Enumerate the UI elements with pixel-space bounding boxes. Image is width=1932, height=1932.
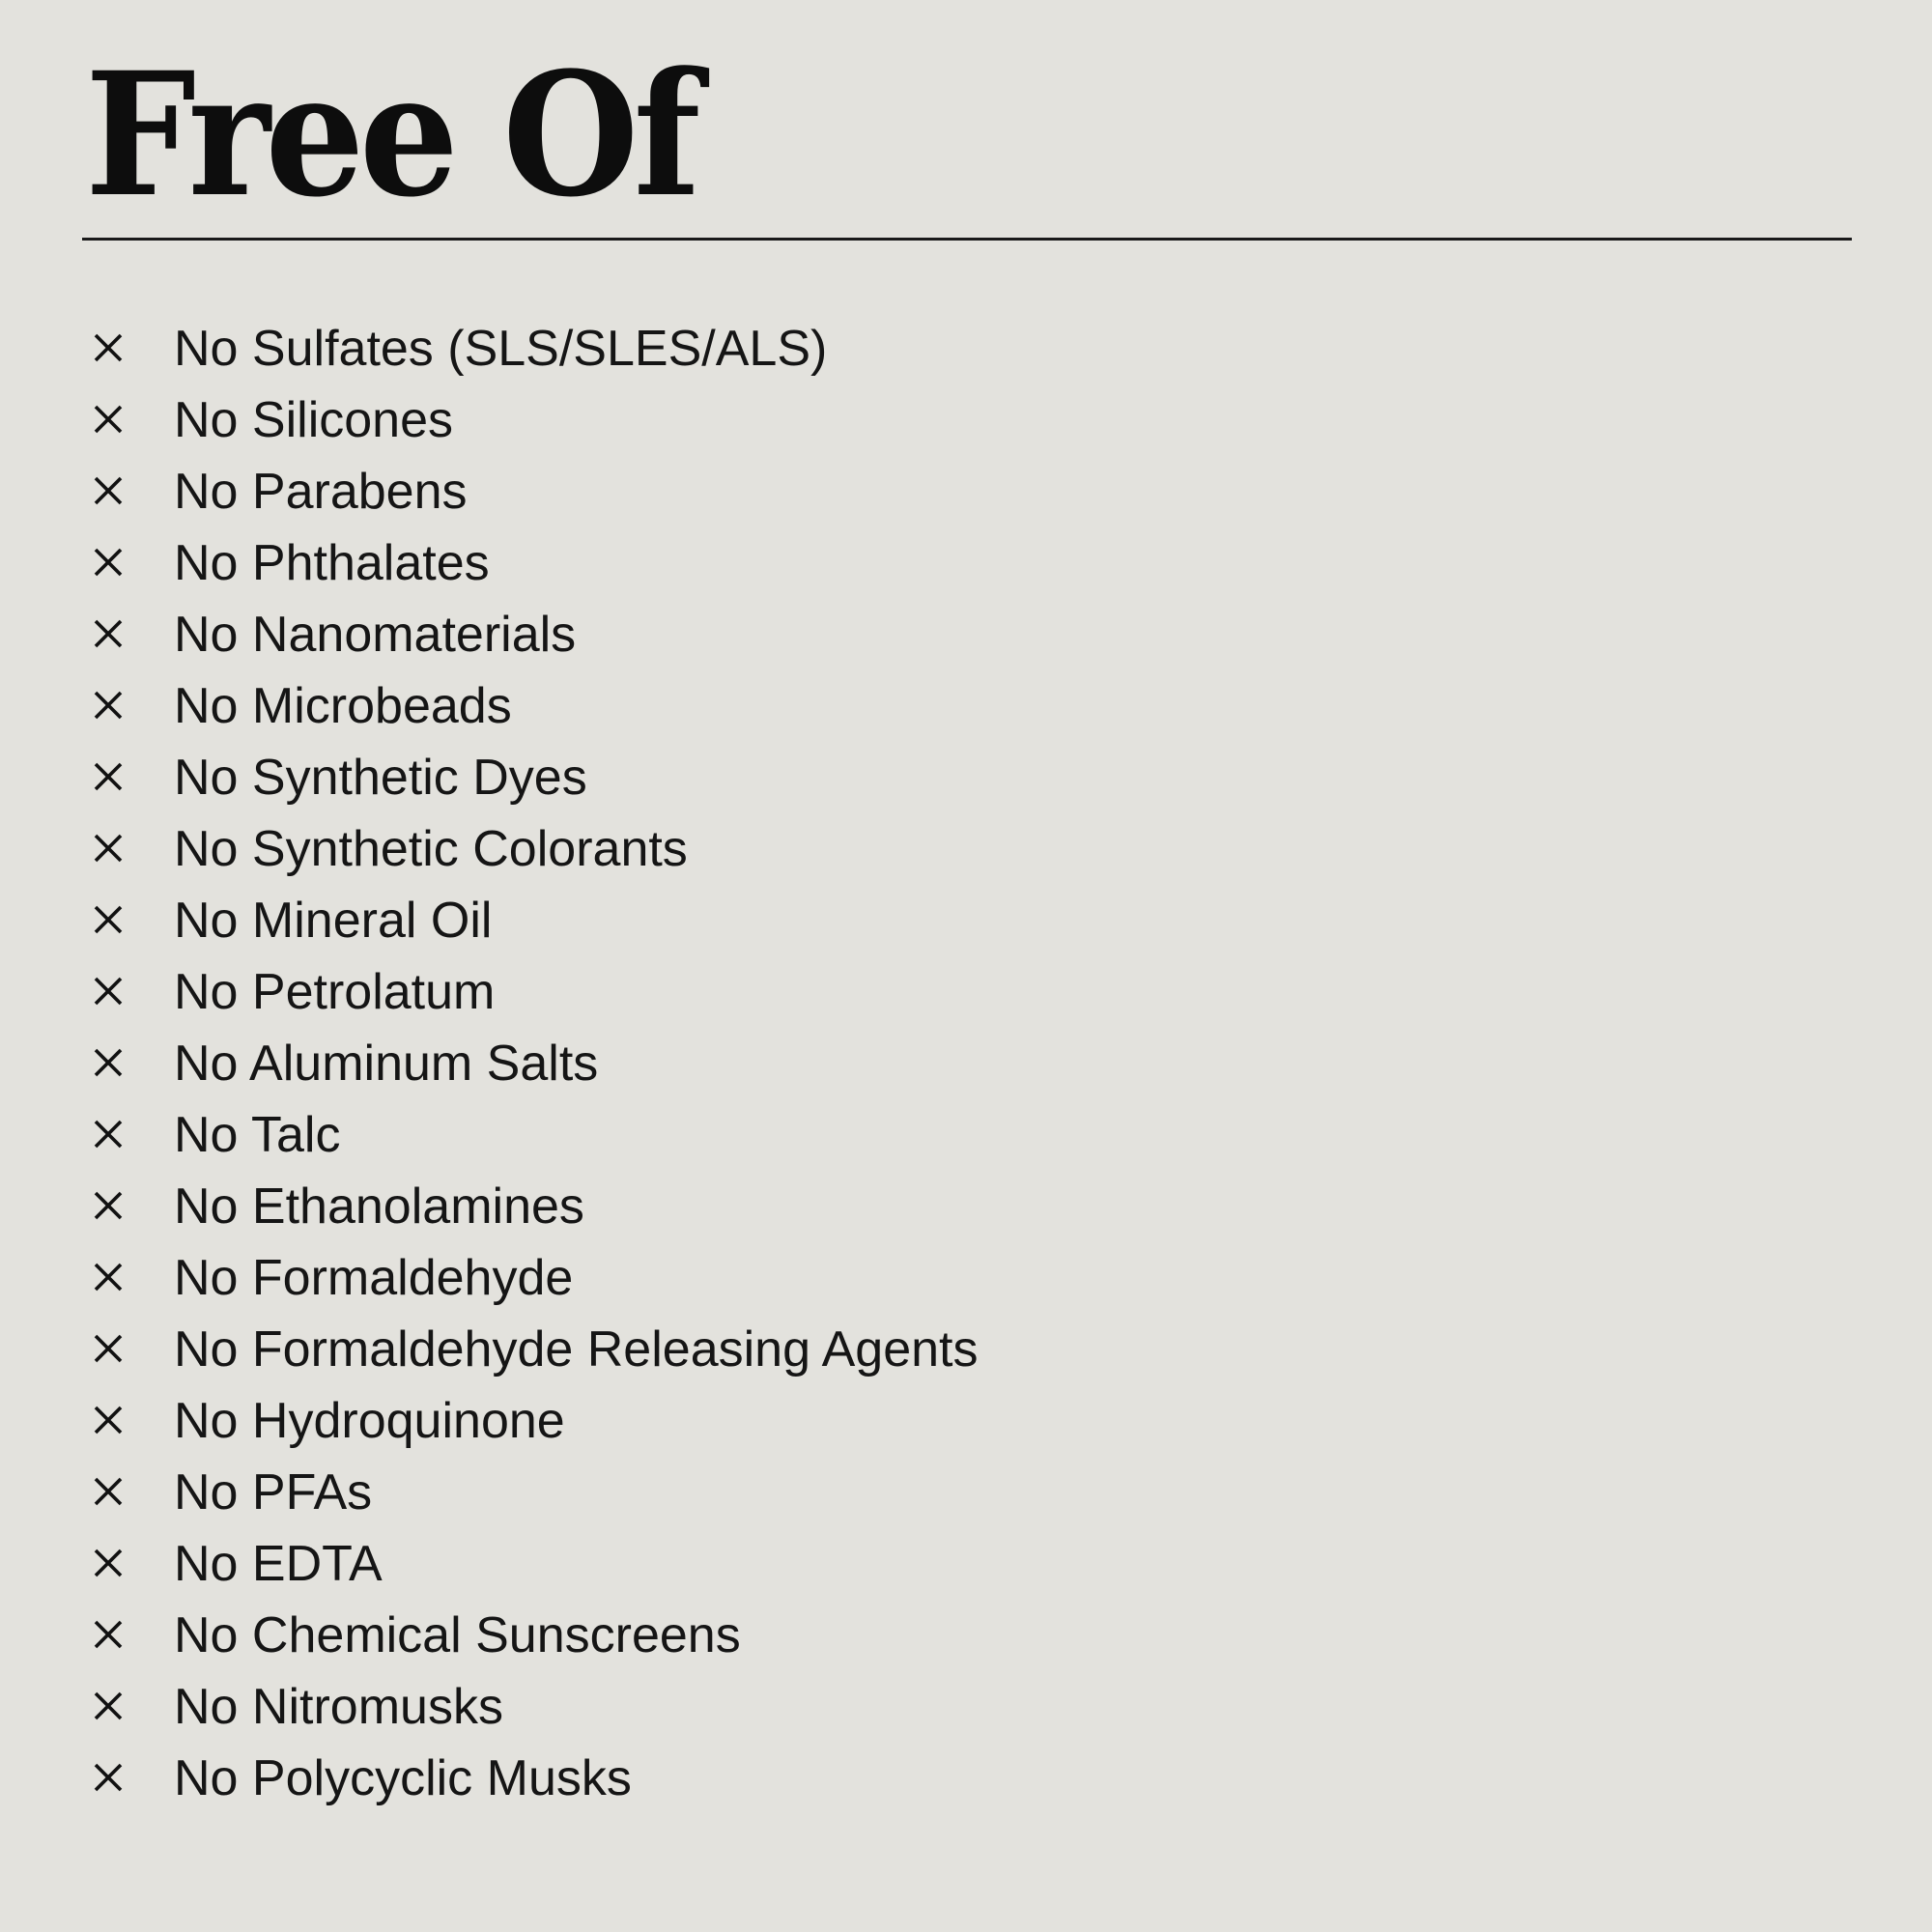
list-item-label: No Synthetic Dyes xyxy=(174,750,587,806)
close-x-icon xyxy=(93,1333,124,1364)
list-item-label: No Talc xyxy=(174,1107,341,1163)
list-item-label: No Formaldehyde Releasing Agents xyxy=(174,1321,979,1378)
close-x-icon xyxy=(93,618,124,649)
list-item-label: No EDTA xyxy=(174,1536,383,1592)
close-x-icon xyxy=(93,976,124,1007)
close-x-icon xyxy=(93,1262,124,1293)
close-x-icon xyxy=(93,1690,124,1721)
list-item-label: No Microbeads xyxy=(174,678,512,734)
close-x-icon xyxy=(93,761,124,792)
list-item-label: No Petrolatum xyxy=(174,964,496,1020)
list-item-label: No Synthetic Colorants xyxy=(174,821,688,877)
list-item-label: No Aluminum Salts xyxy=(174,1036,599,1092)
list-item-label: No Formaldehyde xyxy=(174,1250,574,1306)
list-item-label: No Nanomaterials xyxy=(174,607,577,663)
close-x-icon xyxy=(93,1119,124,1150)
list-item-label: No Chemical Sunscreens xyxy=(174,1607,741,1663)
list-item-label: No Mineral Oil xyxy=(174,893,493,949)
list-item-label: No Ethanolamines xyxy=(174,1179,584,1235)
list-item-label: No Phthalates xyxy=(174,535,490,591)
close-x-icon xyxy=(93,904,124,935)
list-item-label: No Silicones xyxy=(174,392,454,448)
close-x-icon xyxy=(93,475,124,506)
close-x-icon xyxy=(93,1405,124,1435)
close-x-icon xyxy=(93,404,124,435)
list-item-label: No Parabens xyxy=(174,464,468,520)
close-x-icon xyxy=(93,1190,124,1221)
close-x-icon xyxy=(93,332,124,363)
list-item-label: No Polycyclic Musks xyxy=(174,1750,632,1806)
close-x-icon xyxy=(93,833,124,864)
list-item-label: No Hydroquinone xyxy=(174,1393,565,1449)
close-x-icon xyxy=(93,1047,124,1078)
close-x-icon xyxy=(93,1619,124,1650)
list-item-label: No Nitromusks xyxy=(174,1679,503,1735)
title-divider xyxy=(82,238,1852,241)
close-x-icon xyxy=(93,690,124,721)
close-x-icon xyxy=(93,1476,124,1507)
page-title: Free Of xyxy=(85,35,696,235)
list-item-label: No Sulfates (SLS/SLES/ALS) xyxy=(174,321,828,377)
close-x-icon xyxy=(93,1548,124,1578)
close-x-icon xyxy=(93,547,124,578)
close-x-icon xyxy=(93,1762,124,1793)
list-item-label: No PFAs xyxy=(174,1464,373,1520)
